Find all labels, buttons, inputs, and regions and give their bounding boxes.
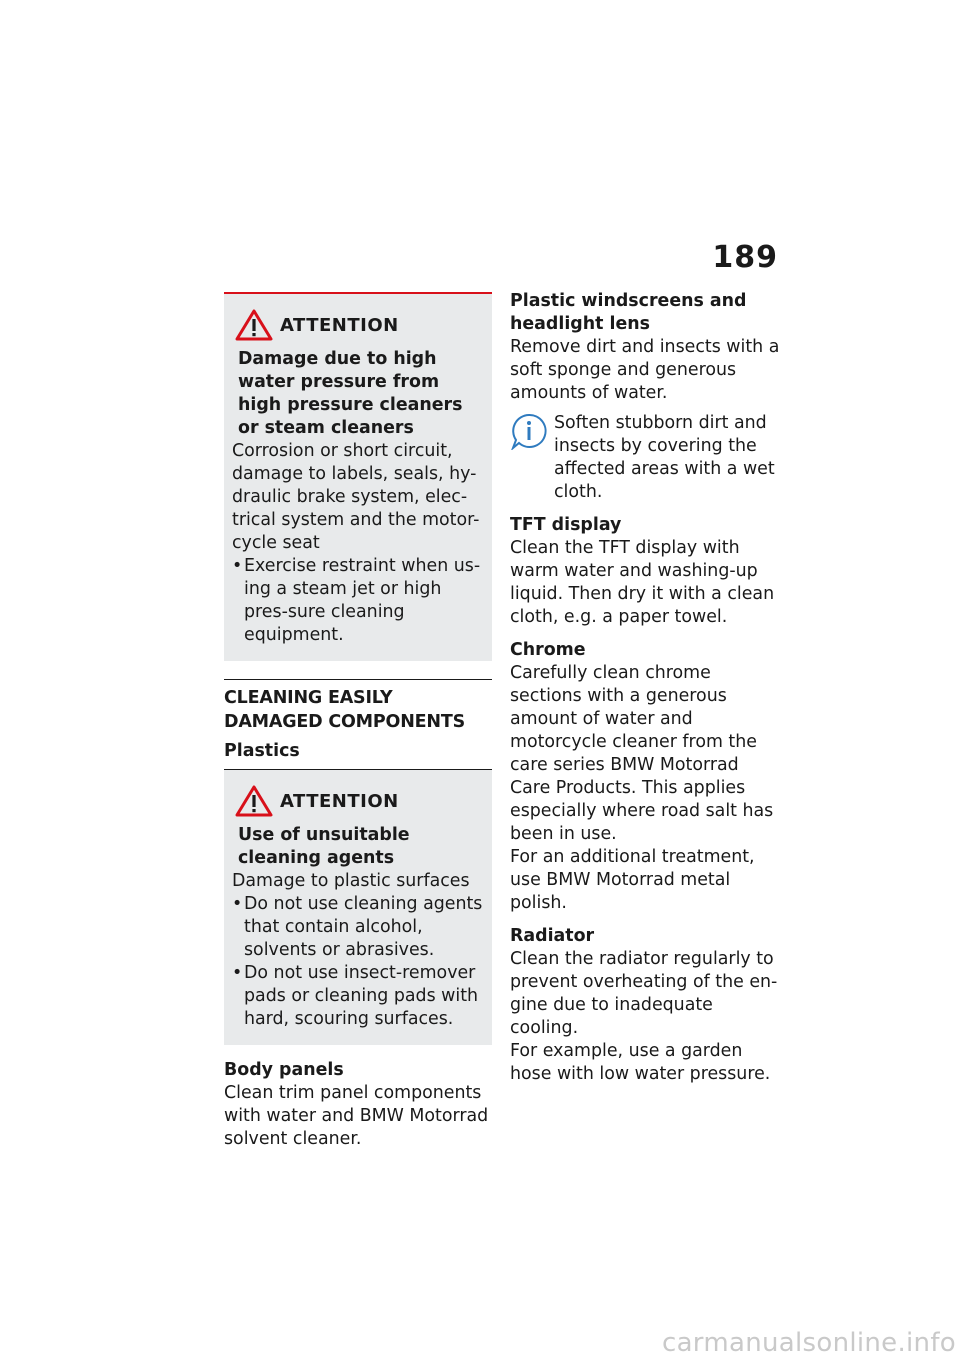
chrome-text: Carefully clean chrome sections with a generous amount of water and motorcycle cleaner from the care series BMW Motorrad Care Products. This applies especially where road salt has been in use. — [510, 663, 774, 844]
attention-header — [232, 308, 484, 342]
list-item: • Do not use insect-remover pads or cleaning pads with hard, scouring surfaces. — [232, 962, 484, 1031]
body-panels-text: Clean trim panel components with water and BMW Motorrad solvent cleaner. — [224, 1083, 489, 1149]
info-note-text: Soften stubborn dirt and insects by covering the affected areas with a wet cloth. — [554, 413, 775, 502]
attention-box-cleaning-agents — [224, 770, 492, 1045]
tft-text: Clean the TFT display with warm water and washing-up liquid. Then dry it with a clean cloth, e.g. a paper towel. — [510, 538, 775, 627]
radiator-text-2: For example, use a garden hose with low water pressure. — [510, 1041, 771, 1084]
watermark: carmanualsonline.info — [661, 1328, 956, 1358]
body-panels-heading: Body panels — [224, 1060, 344, 1080]
warning-triangle-icon — [234, 308, 274, 342]
attention-body: Damage to plastic surfaces — [232, 871, 470, 891]
section-title: CLEANING EASILY DAMAGED COMPONENTS — [224, 688, 465, 732]
chrome-text-2: For an additional treatment, use BMW Motorrad metal polish. — [510, 847, 755, 913]
list-item: • Exercise restraint when us-ing a steam jet or high pres-sure cleaning equipment. — [232, 555, 484, 647]
section-divider — [224, 679, 492, 680]
attention-bullets — [232, 893, 484, 1031]
attention-body: Corrosion or short circuit, damage to labels, seals, hy-draulic brake system, elec-trical system and the motor-cycle seat — [232, 441, 480, 553]
attention-bullets — [232, 555, 484, 647]
attention-subtitle: Damage due to high water pressure from high pressure cleaners or steam cleaners — [238, 349, 463, 438]
radiator-heading: Radiator — [510, 926, 595, 946]
page-number: 189 — [712, 240, 778, 275]
warning-triangle-icon — [234, 784, 274, 818]
plastics-heading: Plastics — [224, 741, 300, 761]
attention-subtitle: Use of unsuitable cleaning agents — [238, 825, 410, 868]
windscreens-text: Remove dirt and insects with a soft sponge and generous amounts of water. — [510, 337, 780, 403]
tft-heading: TFT display — [510, 515, 622, 535]
windscreens-heading: Plastic windscreens and headlight lens — [510, 291, 747, 334]
list-item: • Do not use cleaning agents that contain alcohol, solvents or abrasives. — [232, 893, 484, 962]
left-column — [224, 292, 492, 1151]
attention-title: ATTENTION — [280, 314, 399, 336]
chrome-heading: Chrome — [510, 640, 586, 660]
radiator-text: Clean the radiator regularly to prevent overheating of the en-gine due to inadequate cooling. — [510, 949, 778, 1038]
info-note — [510, 412, 782, 504]
info-icon — [510, 412, 548, 450]
attention-box-pressure — [224, 292, 492, 661]
attention-title: ATTENTION — [280, 790, 399, 812]
right-column — [510, 290, 782, 1086]
attention-header — [232, 784, 484, 818]
